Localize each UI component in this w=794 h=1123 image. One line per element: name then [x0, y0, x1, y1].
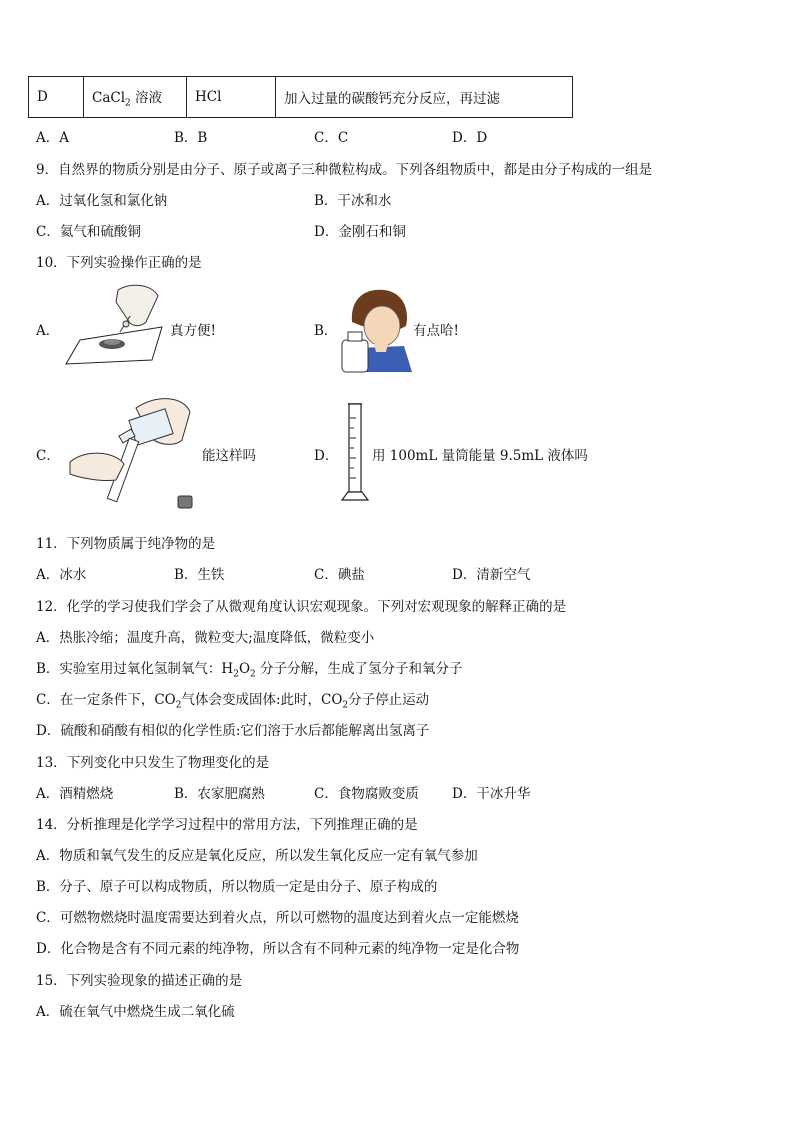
- q12-option-c: C．在一定条件下，$CO_2$气体会变成固体:此时，$CO_2$分子停止运动: [36, 692, 430, 711]
- q14-option-b: B．分子、原子可以构成物质，所以物质一定是由分子、原子构成的: [36, 879, 438, 895]
- q9-option-a: A．过氧化氢和氯化钠: [36, 193, 168, 209]
- q10-option-b-caption: 有点哈!: [413, 323, 459, 339]
- q11-option-a: A．冰水: [36, 567, 87, 583]
- q13-stem: 13．下列变化中只发生了物理变化的是: [36, 755, 270, 771]
- q14-option-d: D．化合物是含有不同元素的纯净物，所以含有不同种元素的纯净物一定是化合物: [36, 941, 520, 957]
- q11-option-b: B．生铁: [174, 567, 225, 583]
- q8-option-b: B．B: [174, 130, 208, 146]
- q12-option-b: B．实验室用过氧化氢制氧气：$H_2O_2$ 分子分解，生成了氢分子和氧分子: [36, 661, 463, 680]
- student-smelling-bottle-illustration: [338, 286, 413, 374]
- q10-option-b-label: B．: [314, 323, 338, 339]
- q10-option-c-caption: 能这样吗: [202, 448, 256, 464]
- q9-option-d: D．金刚石和铜: [314, 224, 406, 240]
- q8-option-a: A．A: [36, 130, 69, 146]
- q10-option-c-label: C．: [36, 448, 60, 464]
- table-cell-method: 加入过量的碳酸钙充分反应，再过滤: [276, 77, 573, 118]
- q10-option-d-label: D．: [314, 448, 339, 464]
- q13-option-a: A．酒精燃烧: [36, 786, 114, 802]
- q11-option-c: C．碘盐: [314, 567, 365, 583]
- table-cell-option: D: [29, 77, 84, 118]
- q13-option-b: B．农家肥腐熟: [174, 786, 265, 802]
- q13-option-d: D．干冰升华: [452, 786, 531, 802]
- q11-stem: 11．下列物质属于纯净物的是: [36, 536, 216, 552]
- pouring-liquid-illustration: [66, 388, 206, 512]
- q8-option-c: C．C: [314, 130, 349, 146]
- options-table: [28, 76, 573, 118]
- q15-stem: 15．下列实验现象的描述正确的是: [36, 973, 243, 989]
- table-row: [29, 77, 573, 118]
- q9-option-c: C．氦气和硫酸铜: [36, 224, 141, 240]
- q10-stem: 10．下列实验操作正确的是: [36, 255, 202, 271]
- q8-option-d: D．D: [452, 130, 488, 146]
- powder-on-paper-illustration: [60, 282, 170, 367]
- q14-option-a: A．物质和氧气发生的反应是氧化反应，所以发生氧化反应一定有氧气参加: [36, 848, 478, 864]
- q11-option-d: D．清新空气: [452, 567, 531, 583]
- q12-option-d: D．硫酸和硝酸有相似的化学性质:它们溶于水后都能解离出氢离子: [36, 723, 430, 739]
- table-cell-substance: CaCl$_2$ 溶液: [84, 77, 187, 118]
- q15-option-a: A．硫在氧气中燃烧生成二氧化硫: [36, 1004, 235, 1020]
- q12-stem: 12．化学的学习使我们学会了从微观角度认识宏观现象。下列对宏观现象的解释正确的是: [36, 599, 567, 615]
- q9-option-b: B．干冰和水: [314, 193, 392, 209]
- q10-option-a-caption: 真方便!: [170, 323, 216, 339]
- graduated-cylinder-illustration: [340, 402, 370, 502]
- q14-stem: 14．分析推理是化学学习过程中的常用方法，下列推理正确的是: [36, 817, 418, 833]
- q12-option-a: A．热胀冷缩；温度升高，微粒变大;温度降低，微粒变小: [36, 630, 375, 646]
- q14-option-c: C．可燃物燃烧时温度需要达到着火点，所以可燃物的温度达到着火点一定能燃烧: [36, 910, 519, 926]
- q10-option-d-caption: 用 100mL 量筒能量 9.5mL 液体吗: [372, 448, 588, 464]
- q10-option-a-label: A．: [36, 323, 60, 339]
- q13-option-c: C．食物腐败变质: [314, 786, 419, 802]
- table-cell-impurity: HCl: [187, 77, 276, 118]
- q9-stem: 9．自然界的物质分别是由分子、原子或离子三种微粒构成。下列各组物质中，都是由分子构成的一组是: [36, 162, 653, 178]
